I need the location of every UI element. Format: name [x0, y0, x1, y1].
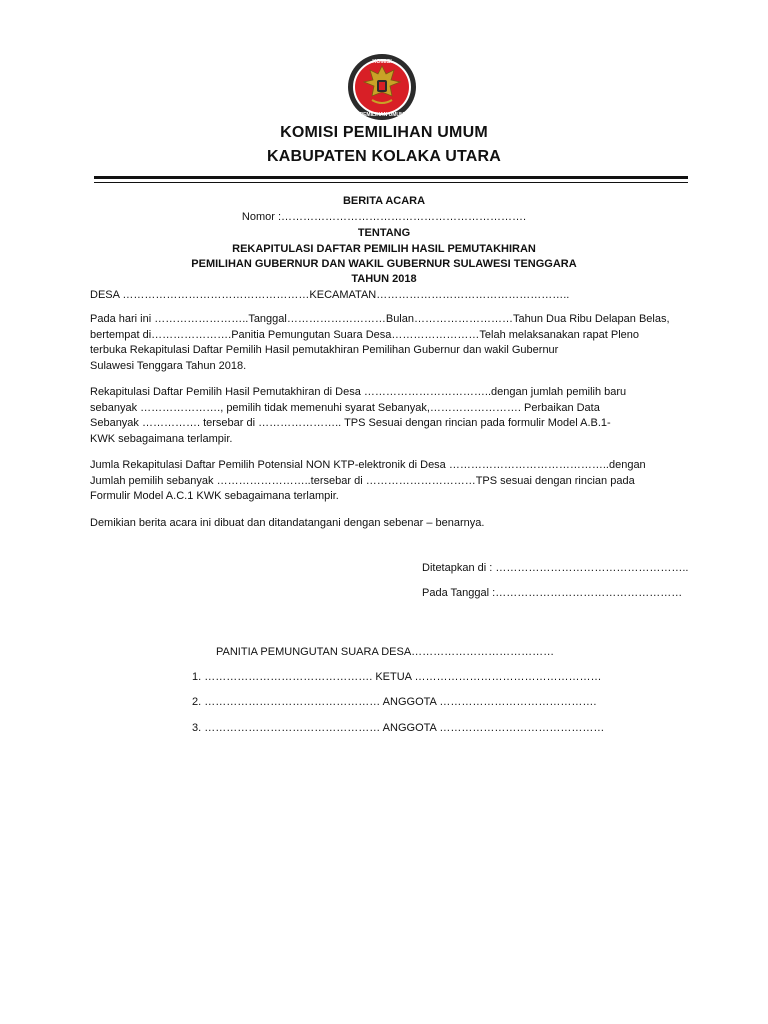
- header-divider-thick: [94, 176, 688, 179]
- panitia-title: PANITIA PEMUNGUTAN SUARA DESA…………………………………: [216, 646, 555, 658]
- ditetapkan-di: Ditetapkan di : ……………………………………………..: [422, 562, 689, 574]
- paragraph-line: Sulawesi Tenggara Tahun 2018.: [90, 359, 247, 372]
- paragraph-3: [90, 458, 690, 505]
- signature-anggota-1: 2. ………………………………………… ANGGOTA …………………………………….: [192, 696, 597, 708]
- paragraph-line: Demikian berita acara ini dibuat dan ditandatangani dengan sebenar – benarnya.: [90, 517, 485, 529]
- paragraph-2: [90, 385, 690, 447]
- paragraph-line: KWK sebagaimana terlampir.: [90, 432, 233, 445]
- paragraph-line: Formulir Model A.C.1 KWK sebagaimana terlampir.: [90, 490, 339, 502]
- doc-number: Nomor :………………………………………………………….: [241, 211, 527, 223]
- paragraph-line: Jumlah pemilih sebanyak ……………………..tersebar di …………………………TPS sesuai dengan rincian pada: [90, 474, 635, 487]
- svg-text:PEMILIHAN UMUM: PEMILIHAN UMUM: [359, 112, 405, 118]
- paragraph-line: terbuka Rekapitulasi Daftar Pemilih Hasil pemutakhiran Pemilihan Gubernur dan wakil Gubernur: [90, 344, 559, 356]
- desa-kecamatan-line: DESA ……………………………………………KECAMATAN……………………………………………..: [90, 289, 570, 301]
- kpu-logo: [346, 52, 418, 122]
- doc-year: TAHUN 2018: [351, 273, 417, 285]
- paragraph-4: [90, 516, 690, 532]
- org-name: KOMISI PEMILIHAN UMUM: [280, 124, 488, 141]
- header-divider-thin: [94, 182, 688, 183]
- doc-tentang: TENTANG: [357, 227, 411, 239]
- svg-text:KOMISI: KOMISI: [372, 59, 392, 65]
- pada-tanggal: Pada Tanggal :……………………………………………: [422, 587, 683, 599]
- paragraph-line: Pada hari ini ……………………..Tanggal………………………Bulan………………………Tahun Dua Ribu Delapan Belas,: [90, 313, 670, 325]
- paragraph-1: [90, 312, 690, 374]
- doc-title: BERITA ACARA: [342, 195, 426, 207]
- kpu-emblem-icon: [346, 52, 418, 122]
- paragraph-line: Jumla Rekapitulasi Daftar Pemilih Potensial NON KTP-elektronik di Desa ……………………………………..dengan: [90, 459, 646, 471]
- paragraph-line: Sebanyak ……………. tersebar di ………………….. TPS Sesuai dengan rincian pada formulir Model A.B.1-: [90, 417, 611, 429]
- doc-subject-1: REKAPITULASI DAFTAR PEMILIH HASIL PEMUTAKHIRAN: [232, 243, 536, 255]
- paragraph-line: Rekapitulasi Daftar Pemilih Hasil Pemutakhiran di Desa ……………………………..dengan jumlah pemilih baru: [90, 386, 627, 398]
- doc-subject-2: PEMILIHAN GUBERNUR DAN WAKIL GUBERNUR SULAWESI TENGGARA: [191, 258, 577, 270]
- signature-ketua: 1. ………………………………………. KETUA ……………………………………………: [192, 671, 602, 683]
- regency-name: KABUPATEN KOLAKA UTARA: [266, 148, 501, 165]
- paragraph-line: bertempat di………………….Panitia Pemungutan Suara Desa……………………Telah melaksanakan rapat Pleno: [90, 328, 640, 341]
- paragraph-line: sebanyak …………………., pemilih tidak memenuhi syarat Sebanyak,……………………. Perbaikan Data: [90, 401, 600, 414]
- signature-anggota-2: 3. ………………………………………… ANGGOTA ………………………………………: [192, 722, 605, 734]
